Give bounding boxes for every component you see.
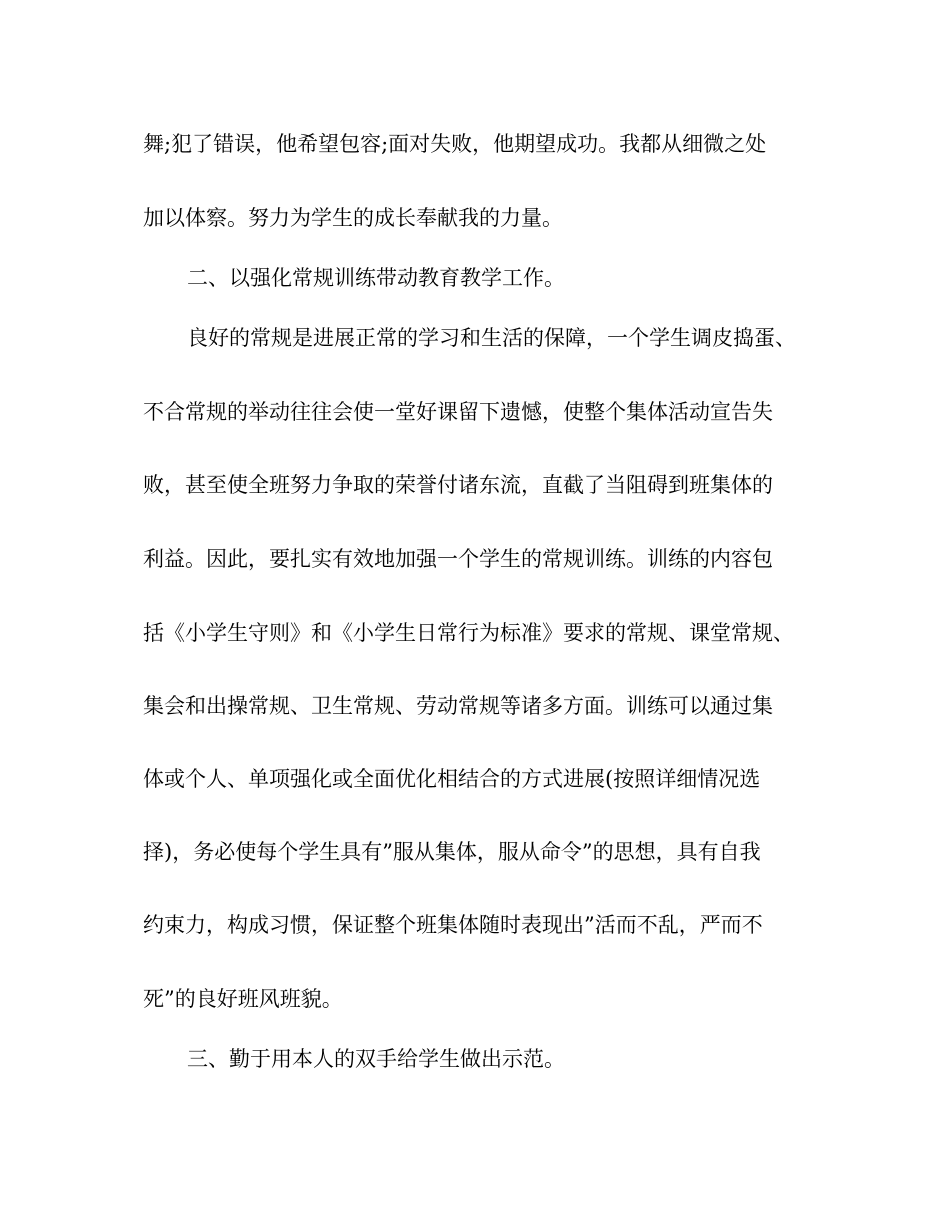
text-line: 舞;犯了错误，他希望包容;面对失败，他期望成功。我都从细微之处 xyxy=(143,132,767,156)
text-line: 加以体察。努力为学生的成长奉献我的力量。 xyxy=(143,206,563,230)
text-line: 集会和出操常规、卫生常规、劳动常规等诸多方面。训练可以通过集 xyxy=(143,694,773,718)
text-line: 体或个人、单项强化或全面优化相结合的方式进展(按照详细情况选 xyxy=(143,767,761,791)
section-heading: 三、勤于用本人的双手给学生做出示范。 xyxy=(187,1047,565,1071)
text-line: 括《小学生守则》和《小学生日常行为标准》要求的常规、课堂常规、 xyxy=(143,621,794,645)
text-line: 死”的良好班风班貌。 xyxy=(143,987,343,1011)
text-line: 败，甚至使全班努力争取的荣誉付诸东流，直截了当阻碍到班集体的 xyxy=(143,473,773,497)
text-line: 约束力，构成习惯，保证整个班集体随时表现出”活而不乱，严而不 xyxy=(143,913,763,937)
text-line: 良好的常规是进展正常的学习和生活的保障，一个学生调皮捣蛋、 xyxy=(187,326,796,350)
text-line: 择)，务必使每个学生具有”服从集体，服从命令”的思想，具有自我 xyxy=(143,840,761,864)
section-heading: 二、以强化常规训练带动教育教学工作。 xyxy=(187,266,565,290)
text-line: 不合常规的举动往往会使一堂好课留下遗憾，使整个集体活动宣告失 xyxy=(143,400,773,424)
text-line: 利益。因此，要扎实有效地加强一个学生的常规训练。训练的内容包 xyxy=(143,547,773,571)
